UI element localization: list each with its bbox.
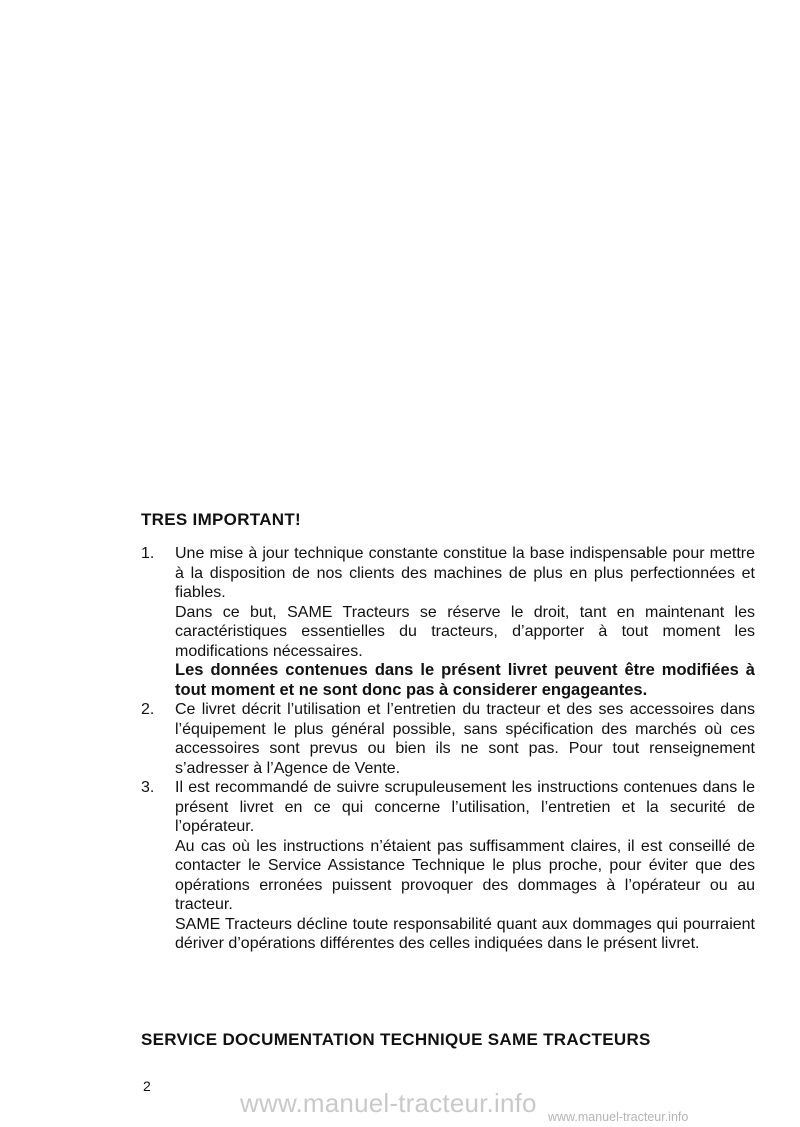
- watermark-large: www.manuel-tracteur.info: [240, 1088, 537, 1118]
- list-item: [141, 544, 755, 700]
- item-number: 2.: [141, 701, 155, 718]
- item-number: 1.: [141, 545, 155, 562]
- paragraph: SAME Tracteurs décline toute responsabilité quant aux dommages qui pourraient dériver d’opérations différentes des celles indiquées dans le présent livret.: [175, 915, 755, 952]
- paragraph: Une mise à jour technique constante constitue la base indispensable pour mettre à la disposition de nos clients des machines de plus en plus perfectionnées et fiables.: [175, 545, 755, 601]
- bold-notice: Les données contenues dans le présent livret peuvent être modifiées à tout moment et ne sont donc pas à considerer engageantes.: [175, 661, 755, 699]
- list-item: [141, 700, 755, 778]
- footer-title: SERVICE DOCUMENTATION TECHNIQUE SAME TRACTEURS: [141, 1030, 651, 1049]
- item-number: 3.: [141, 779, 155, 796]
- list-item: [141, 778, 755, 954]
- page-number: 2: [143, 1078, 151, 1094]
- paragraph: Il est recommandé de suivre scrupuleusement les instructions contenues dans le présent livret en ce qui concerne l’utilisation, l’entretien et la securité de l’opérateur.: [175, 779, 755, 835]
- page-heading: TRES IMPORTANT!: [141, 510, 302, 529]
- watermark-small: www.manuel-tracteur.info: [548, 1110, 689, 1124]
- instruction-list: [141, 544, 755, 954]
- paragraph: Ce livret décrit l’utilisation et l’entretien du tracteur et des ses accessoires dans l’équipement le plus général possible, sans spécification des marchés où ces accessoires sont prevus ou bien ils ne sont pas. Pour tout renseignement s’adresser à l’Agence de Vente.: [175, 701, 755, 777]
- paragraph: Dans ce but, SAME Tracteurs se réserve le droit, tant en maintenant les caractéristiques essentielles du tracteurs, d’apporter à tout moment les modifications nécessaires.: [175, 603, 755, 660]
- paragraph: Au cas où les instructions n’étaient pas suffisamment claires, il est conseillé de contacter le Service Assistance Technique le plus proche, pour éviter que des opérations erronées puissent provoquer des dommages à l’opérateur ou au tracteur.: [175, 837, 755, 913]
